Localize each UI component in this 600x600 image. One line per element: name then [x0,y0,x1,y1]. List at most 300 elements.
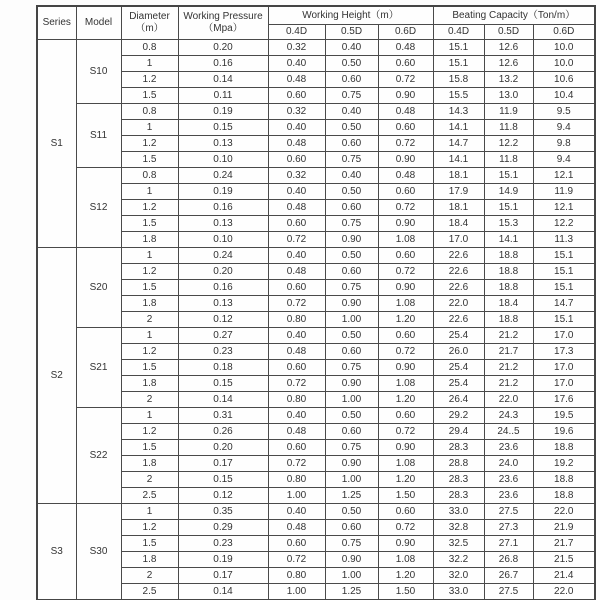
bc-04d-cell: 22.6 [433,280,484,296]
wh-06d-cell: 1.50 [378,584,433,600]
table-row [37,296,595,312]
bc-06d-cell: 9.4 [533,120,595,136]
table-body [37,40,595,600]
wh-06d-cell: 0.72 [378,520,433,536]
diameter-cell: 1.8 [121,456,178,472]
bc-04d-cell: 32.2 [433,552,484,568]
pressure-cell: 0.24 [178,168,268,184]
wh-06d-cell: 1.50 [378,488,433,504]
bc-04d-cell: 32.5 [433,536,484,552]
diameter-cell: 1.2 [121,520,178,536]
wh-06d-cell: 0.90 [378,280,433,296]
wh-05d-cell: 0.60 [325,344,378,360]
spec-table [36,5,596,600]
table-row [37,248,595,264]
table-row [37,312,595,328]
bc-04d-cell: 18.4 [433,216,484,232]
wh-04d-cell: 0.60 [268,216,325,232]
bc-06d-cell: 22.0 [533,584,595,600]
diameter-cell: 1.5 [121,152,178,168]
pressure-cell: 0.35 [178,504,268,520]
wh-04d-cell: 0.72 [268,296,325,312]
wh-04d-cell: 0.80 [268,472,325,488]
pressure-cell: 0.17 [178,456,268,472]
bc-05d-cell: 21.7 [484,344,533,360]
wh-06d-cell: 0.60 [378,248,433,264]
bc-06d-cell: 15.1 [533,312,595,328]
wh-06d-cell: 0.90 [378,88,433,104]
wh-04d-cell: 0.80 [268,392,325,408]
wh-05d-cell: 0.90 [325,552,378,568]
bc-04d-cell: 22.6 [433,248,484,264]
bc-04d-cell: 22.6 [433,312,484,328]
pressure-cell: 0.24 [178,248,268,264]
bc-05d-cell: 15.3 [484,216,533,232]
bc-04d-cell: 14.1 [433,152,484,168]
pressure-cell: 0.23 [178,536,268,552]
wh-04d-cell: 0.60 [268,88,325,104]
bc-06d-cell: 15.1 [533,264,595,280]
col-header-pressure [178,6,268,40]
pressure-cell: 0.20 [178,40,268,56]
wh-06d-cell: 0.72 [378,344,433,360]
wh-04d-cell: 0.72 [268,552,325,568]
pressure-cell: 0.11 [178,88,268,104]
pressure-label-line1: Working Pressure [183,10,263,22]
wh-05d-cell: 0.40 [325,40,378,56]
bc-04d-cell: 26.4 [433,392,484,408]
col-header-wh-04d: 0.4D [268,25,325,40]
bc-05d-cell: 24.3 [484,408,533,424]
wh-05d-cell: 0.90 [325,232,378,248]
diameter-cell: 1.8 [121,296,178,312]
wh-04d-cell: 0.48 [268,344,325,360]
bc-04d-cell: 14.3 [433,104,484,120]
table-row [37,488,595,504]
pressure-cell: 0.14 [178,72,268,88]
diameter-cell: 1.2 [121,344,178,360]
model-cell: S21 [76,328,121,408]
bc-05d-cell: 15.1 [484,168,533,184]
diameter-cell: 2 [121,472,178,488]
diameter-cell: 2 [121,312,178,328]
series-cell: S3 [37,504,76,600]
pressure-cell: 0.18 [178,360,268,376]
wh-06d-cell: 0.90 [378,440,433,456]
bc-06d-cell: 18.8 [533,472,595,488]
bc-05d-cell: 24..5 [484,424,533,440]
wh-05d-cell: 0.75 [325,152,378,168]
wh-06d-cell: 1.08 [378,296,433,312]
bc-06d-cell: 21.4 [533,568,595,584]
bc-06d-cell: 14.7 [533,296,595,312]
diameter-label-line2: （m） [135,23,164,34]
bc-05d-cell: 23.6 [484,440,533,456]
table-row [37,376,595,392]
diameter-cell: 1 [121,328,178,344]
bc-06d-cell: 17.6 [533,392,595,408]
diameter-cell: 2.5 [121,584,178,600]
table-row [37,152,595,168]
wh-06d-cell: 0.90 [378,216,433,232]
wh-05d-cell: 0.60 [325,424,378,440]
bc-04d-cell: 32.8 [433,520,484,536]
pressure-cell: 0.10 [178,152,268,168]
bc-05d-cell: 12.6 [484,40,533,56]
diameter-cell: 1.2 [121,200,178,216]
table-row [37,504,595,520]
pressure-cell: 0.13 [178,296,268,312]
bc-04d-cell: 14.1 [433,120,484,136]
bc-06d-cell: 17.3 [533,344,595,360]
pressure-cell: 0.29 [178,520,268,536]
pressure-cell: 0.14 [178,392,268,408]
wh-05d-cell: 1.00 [325,392,378,408]
wh-05d-cell: 0.75 [325,216,378,232]
col-header-wh-05d: 0.5D [325,25,378,40]
wh-04d-cell: 0.40 [268,248,325,264]
wh-04d-cell: 0.48 [268,264,325,280]
bc-06d-cell: 18.8 [533,440,595,456]
diameter-cell: 1.2 [121,264,178,280]
bc-05d-cell: 27.5 [484,504,533,520]
pressure-cell: 0.26 [178,424,268,440]
wh-06d-cell: 0.60 [378,504,433,520]
wh-05d-cell: 0.75 [325,440,378,456]
bc-06d-cell: 21.5 [533,552,595,568]
wh-05d-cell: 0.60 [325,72,378,88]
bc-06d-cell: 21.7 [533,536,595,552]
wh-04d-cell: 0.80 [268,312,325,328]
wh-04d-cell: 0.40 [268,184,325,200]
bc-04d-cell: 28.3 [433,488,484,504]
wh-04d-cell: 0.40 [268,408,325,424]
bc-06d-cell: 11.9 [533,184,595,200]
wh-04d-cell: 0.60 [268,440,325,456]
diameter-cell: 1.2 [121,72,178,88]
bc-04d-cell: 25.4 [433,360,484,376]
header-row-1 [37,6,595,25]
diameter-cell: 1.5 [121,88,178,104]
wh-06d-cell: 0.48 [378,168,433,184]
bc-05d-cell: 18.8 [484,248,533,264]
model-cell: S12 [76,168,121,248]
wh-05d-cell: 0.75 [325,360,378,376]
table-row [37,536,595,552]
diameter-cell: 1 [121,184,178,200]
col-header-bc-06d: 0.6D [533,25,595,40]
bc-04d-cell: 29.4 [433,424,484,440]
pressure-cell: 0.15 [178,376,268,392]
wh-06d-cell: 0.48 [378,40,433,56]
bc-06d-cell: 19.2 [533,456,595,472]
bc-05d-cell: 21.2 [484,328,533,344]
wh-06d-cell: 1.20 [378,392,433,408]
bc-06d-cell: 10.0 [533,40,595,56]
wh-06d-cell: 0.60 [378,120,433,136]
bc-06d-cell: 12.1 [533,200,595,216]
wh-04d-cell: 0.48 [268,136,325,152]
bc-05d-cell: 18.4 [484,296,533,312]
wh-06d-cell: 1.20 [378,568,433,584]
bc-05d-cell: 11.9 [484,104,533,120]
wh-05d-cell: 0.50 [325,248,378,264]
table-row [37,408,595,424]
wh-05d-cell: 0.90 [325,376,378,392]
bc-04d-cell: 22.6 [433,264,484,280]
bc-05d-cell: 27.1 [484,536,533,552]
bc-06d-cell: 10.0 [533,56,595,72]
wh-06d-cell: 0.72 [378,264,433,280]
wh-05d-cell: 1.00 [325,312,378,328]
wh-05d-cell: 0.60 [325,136,378,152]
wh-06d-cell: 0.60 [378,184,433,200]
table-row [37,184,595,200]
table-row [37,520,595,536]
wh-04d-cell: 0.48 [268,424,325,440]
model-cell: S22 [76,408,121,504]
wh-04d-cell: 0.60 [268,360,325,376]
bc-05d-cell: 11.8 [484,152,533,168]
bc-06d-cell: 15.1 [533,248,595,264]
bc-06d-cell: 22.0 [533,504,595,520]
pressure-cell: 0.20 [178,440,268,456]
table-row [37,40,595,56]
bc-06d-cell: 19.6 [533,424,595,440]
wh-04d-cell: 0.60 [268,536,325,552]
wh-06d-cell: 0.60 [378,328,433,344]
table-row [37,88,595,104]
model-cell: S20 [76,248,121,328]
diameter-cell: 1 [121,56,178,72]
table-row [37,456,595,472]
bc-05d-cell: 12.6 [484,56,533,72]
pressure-cell: 0.12 [178,488,268,504]
wh-04d-cell: 0.72 [268,456,325,472]
wh-05d-cell: 0.50 [325,120,378,136]
table-row [37,232,595,248]
table-row [37,136,595,152]
wh-05d-cell: 1.25 [325,488,378,504]
bc-06d-cell: 15.1 [533,280,595,296]
diameter-cell: 1.8 [121,376,178,392]
bc-04d-cell: 14.7 [433,136,484,152]
wh-05d-cell: 0.60 [325,264,378,280]
table-row [37,584,595,600]
pressure-cell: 0.16 [178,56,268,72]
wh-04d-cell: 0.60 [268,152,325,168]
diameter-label-line1: Diameter [129,10,170,22]
wh-05d-cell: 0.40 [325,168,378,184]
bc-04d-cell: 32.0 [433,568,484,584]
bc-04d-cell: 18.1 [433,168,484,184]
table-row [37,360,595,376]
wh-06d-cell: 0.60 [378,408,433,424]
table-row [37,168,595,184]
table-row [37,424,595,440]
wh-04d-cell: 0.48 [268,72,325,88]
wh-05d-cell: 0.60 [325,200,378,216]
diameter-cell: 1 [121,408,178,424]
bc-05d-cell: 27.5 [484,584,533,600]
bc-05d-cell: 27.3 [484,520,533,536]
wh-06d-cell: 0.72 [378,72,433,88]
wh-06d-cell: 0.90 [378,536,433,552]
table-row [37,568,595,584]
wh-06d-cell: 0.72 [378,136,433,152]
pressure-cell: 0.16 [178,280,268,296]
wh-04d-cell: 0.72 [268,232,325,248]
diameter-cell: 2 [121,568,178,584]
diameter-cell: 1.5 [121,280,178,296]
bc-05d-cell: 23.6 [484,472,533,488]
diameter-cell: 1.5 [121,440,178,456]
diameter-cell: 1.8 [121,232,178,248]
bc-04d-cell: 28.3 [433,472,484,488]
diameter-cell: 2.5 [121,488,178,504]
bc-05d-cell: 13.2 [484,72,533,88]
wh-06d-cell: 1.08 [378,376,433,392]
bc-04d-cell: 26.0 [433,344,484,360]
wh-06d-cell: 1.08 [378,456,433,472]
wh-04d-cell: 0.32 [268,40,325,56]
table-row [37,120,595,136]
bc-05d-cell: 26.8 [484,552,533,568]
wh-06d-cell: 1.20 [378,312,433,328]
pressure-cell: 0.12 [178,312,268,328]
bc-06d-cell: 21.9 [533,520,595,536]
wh-05d-cell: 0.75 [325,536,378,552]
model-cell: S10 [76,40,121,104]
bc-05d-cell: 23.6 [484,488,533,504]
wh-06d-cell: 0.72 [378,200,433,216]
pressure-cell: 0.13 [178,136,268,152]
wh-05d-cell: 0.90 [325,296,378,312]
col-header-beating-capacity: Beating Capacity（Ton/m） [433,6,595,25]
wh-04d-cell: 0.32 [268,168,325,184]
bc-05d-cell: 18.8 [484,312,533,328]
pressure-cell: 0.13 [178,216,268,232]
bc-05d-cell: 14.9 [484,184,533,200]
bc-04d-cell: 15.8 [433,72,484,88]
wh-06d-cell: 0.90 [378,152,433,168]
pressure-cell: 0.27 [178,328,268,344]
wh-06d-cell: 1.08 [378,552,433,568]
table-row [37,280,595,296]
bc-05d-cell: 13.0 [484,88,533,104]
table-header [37,6,595,40]
wh-04d-cell: 0.40 [268,504,325,520]
wh-04d-cell: 1.00 [268,584,325,600]
bc-06d-cell: 12.1 [533,168,595,184]
table-row [37,264,595,280]
col-header-model: Model [76,6,121,40]
table-row [37,472,595,488]
col-header-bc-04d: 0.4D [433,25,484,40]
diameter-cell: 1 [121,120,178,136]
wh-05d-cell: 0.90 [325,456,378,472]
wh-05d-cell: 0.50 [325,504,378,520]
bc-05d-cell: 18.8 [484,280,533,296]
diameter-cell: 1 [121,504,178,520]
table-row [37,328,595,344]
model-cell: S11 [76,104,121,168]
diameter-cell: 0.8 [121,168,178,184]
bc-06d-cell: 17.0 [533,360,595,376]
bc-04d-cell: 18.1 [433,200,484,216]
series-cell: S1 [37,40,76,248]
bc-06d-cell: 17.0 [533,328,595,344]
wh-06d-cell: 0.60 [378,56,433,72]
diameter-cell: 1.8 [121,552,178,568]
bc-06d-cell: 10.6 [533,72,595,88]
series-cell: S2 [37,248,76,504]
table-row [37,344,595,360]
pressure-cell: 0.19 [178,104,268,120]
wh-05d-cell: 0.50 [325,184,378,200]
wh-04d-cell: 0.80 [268,568,325,584]
pressure-label-line2: （Mpa） [203,23,243,34]
pressure-cell: 0.15 [178,472,268,488]
bc-04d-cell: 15.1 [433,56,484,72]
bc-05d-cell: 12.2 [484,136,533,152]
bc-04d-cell: 25.4 [433,376,484,392]
wh-05d-cell: 1.25 [325,584,378,600]
col-header-bc-05d: 0.5D [484,25,533,40]
wh-04d-cell: 0.60 [268,280,325,296]
table-row [37,392,595,408]
wh-05d-cell: 1.00 [325,472,378,488]
diameter-cell: 0.8 [121,104,178,120]
col-header-diameter [121,6,178,40]
bc-05d-cell: 14.1 [484,232,533,248]
wh-04d-cell: 0.40 [268,120,325,136]
bc-05d-cell: 21.2 [484,376,533,392]
bc-04d-cell: 17.9 [433,184,484,200]
wh-06d-cell: 1.20 [378,472,433,488]
wh-04d-cell: 0.40 [268,328,325,344]
table-row [37,56,595,72]
wh-06d-cell: 1.08 [378,232,433,248]
wh-04d-cell: 0.32 [268,104,325,120]
pressure-cell: 0.23 [178,344,268,360]
diameter-cell: 1.2 [121,424,178,440]
bc-04d-cell: 15.1 [433,40,484,56]
bc-06d-cell: 18.8 [533,488,595,504]
bc-05d-cell: 22.0 [484,392,533,408]
col-header-working-height: Working Height（m） [268,6,433,25]
diameter-cell: 1 [121,248,178,264]
bc-06d-cell: 9.8 [533,136,595,152]
wh-06d-cell: 0.72 [378,424,433,440]
bc-06d-cell: 11.3 [533,232,595,248]
diameter-cell: 2 [121,392,178,408]
wh-05d-cell: 0.60 [325,520,378,536]
bc-06d-cell: 10.4 [533,88,595,104]
wh-04d-cell: 0.40 [268,56,325,72]
bc-06d-cell: 17.0 [533,376,595,392]
bc-06d-cell: 9.4 [533,152,595,168]
table-row [37,200,595,216]
bc-06d-cell: 12.2 [533,216,595,232]
pressure-cell: 0.14 [178,584,268,600]
bc-04d-cell: 17.0 [433,232,484,248]
bc-04d-cell: 22.0 [433,296,484,312]
table-row [37,72,595,88]
wh-05d-cell: 0.75 [325,280,378,296]
col-header-series: Series [37,6,76,40]
wh-05d-cell: 0.50 [325,56,378,72]
